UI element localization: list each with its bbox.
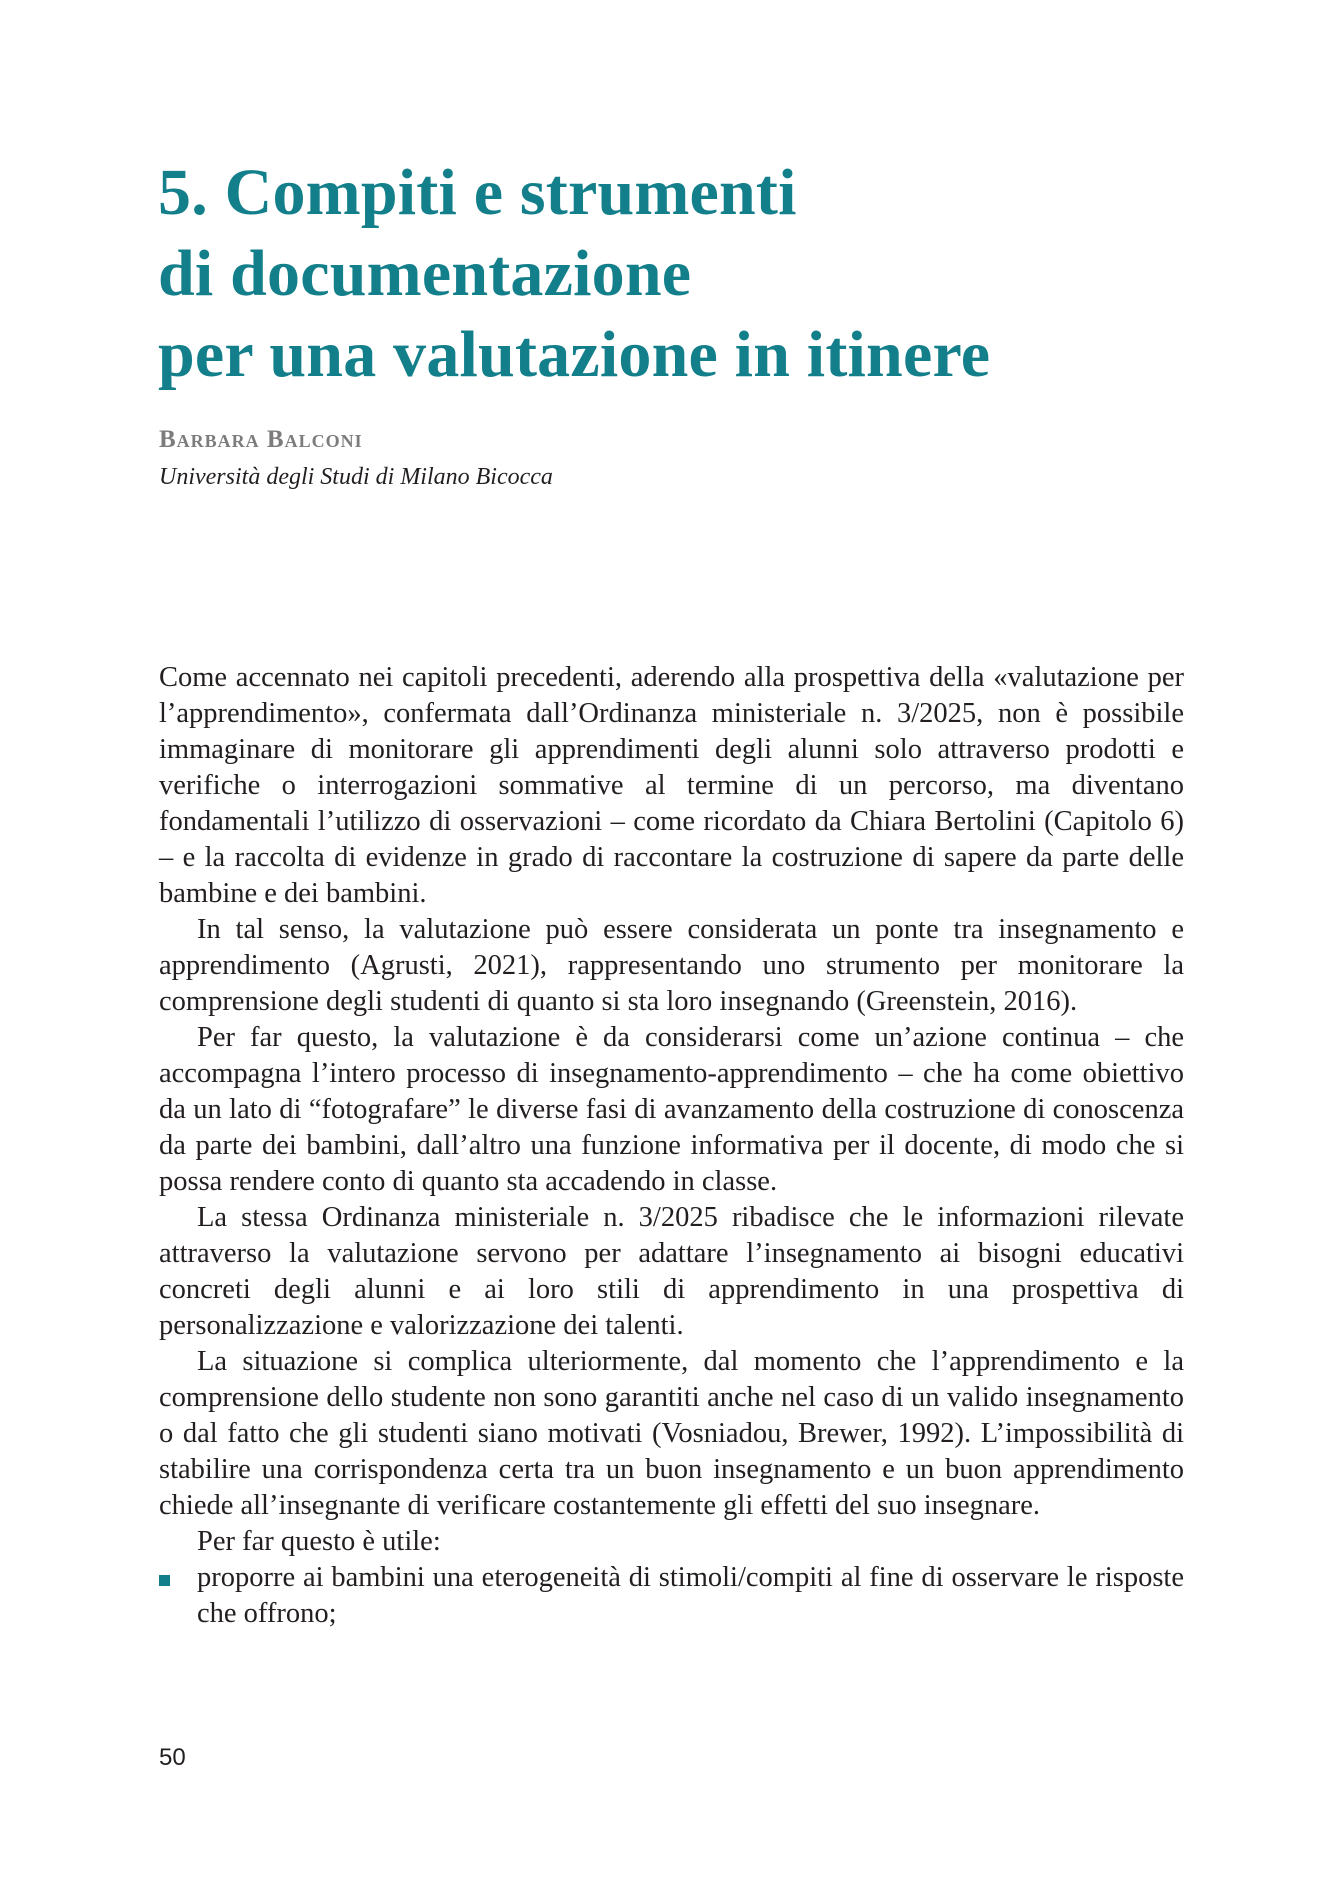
paragraph: La situazione si complica ulteriormente, dal momento che l’apprendimento e la comprensione dello studente non sono garantiti anche nel caso di un valido insegnamento o dal fatto che gli studenti siano motivati (Vosniadou, Brewer, 1992). L’impossibilità di stabilire una corrispondenza certa tra un buon insegnamento e un buon apprendimento chiede all’insegnante di verificare costantemente gli effetti del suo insegnare.: [159, 1346, 1184, 1521]
chapter-title-line-2: di documentazione: [158, 237, 692, 310]
paragraph: La stessa Ordinanza ministeriale n. 3/2025 ribadisce che le informazioni rilevate attraverso la valutazione servono per adattare l’insegnamento ai bisogni educativi concreti degli alunni e ai loro stili di apprendimento in una prospettiva di personalizzazione e valorizzazione dei talenti.: [159, 1202, 1184, 1341]
square-bullet-icon: [159, 1575, 170, 1586]
body-text: [159, 660, 1184, 1632]
paragraph: In tal senso, la valutazione può essere considerata un ponte tra insegnamento e apprendimento (Agrusti, 2021), rappresentando uno strumento per monitorare la comprensione degli studenti di quanto si sta loro insegnando (Greenstein, 2016).: [159, 914, 1184, 1017]
bullet-list: [159, 1560, 1184, 1632]
paragraph: Per far questo è utile:: [197, 1526, 441, 1557]
author-affiliation: Università degli Studi di Milano Bicocca: [159, 464, 553, 490]
author-name: Barbara Balconi: [159, 426, 363, 453]
chapter-title-line-1: 5. Compiti e strumenti: [158, 156, 797, 229]
list-item: [159, 1560, 1184, 1632]
chapter-title-line-3: per una valutazione in itinere: [158, 318, 991, 391]
paragraph: Come accennato nei capitoli precedenti, aderendo alla prospettiva della «valutazione per l’apprendimento», confermata dall’Ordinanza ministeriale n. 3/2025, non è possibile immaginare di monitorare gli apprendimenti degli alunni solo attraverso prodotti e verifiche o interrogazioni sommative al termine di un percorso, ma diventano fondamentali l’utilizzo di osservazioni – come ricordato da Chiara Bertolini (Capitolo 6) – e la raccolta di evidenze in grado di raccontare la costruzione di sapere da parte delle bambine e dei bambini.: [159, 662, 1184, 909]
page-number: 50: [159, 1744, 186, 1771]
list-item-text: proporre ai bambini una eterogeneità di stimoli/compiti al fine di osservare le risposte che offrono;: [197, 1562, 1184, 1629]
paragraph: Per far questo, la valutazione è da considerarsi come un’azione continua – che accompagna l’intero processo di insegnamento-apprendimento – che ha come obiettivo da un lato di “fotografare” le diverse fasi di avanzamento della costruzione di conoscenza da parte dei bambini, dall’altro una funzione informativa per il docente, di modo che si possa rendere conto di quanto sta accadendo in classe.: [159, 1022, 1184, 1197]
chapter-title: [158, 152, 1158, 395]
